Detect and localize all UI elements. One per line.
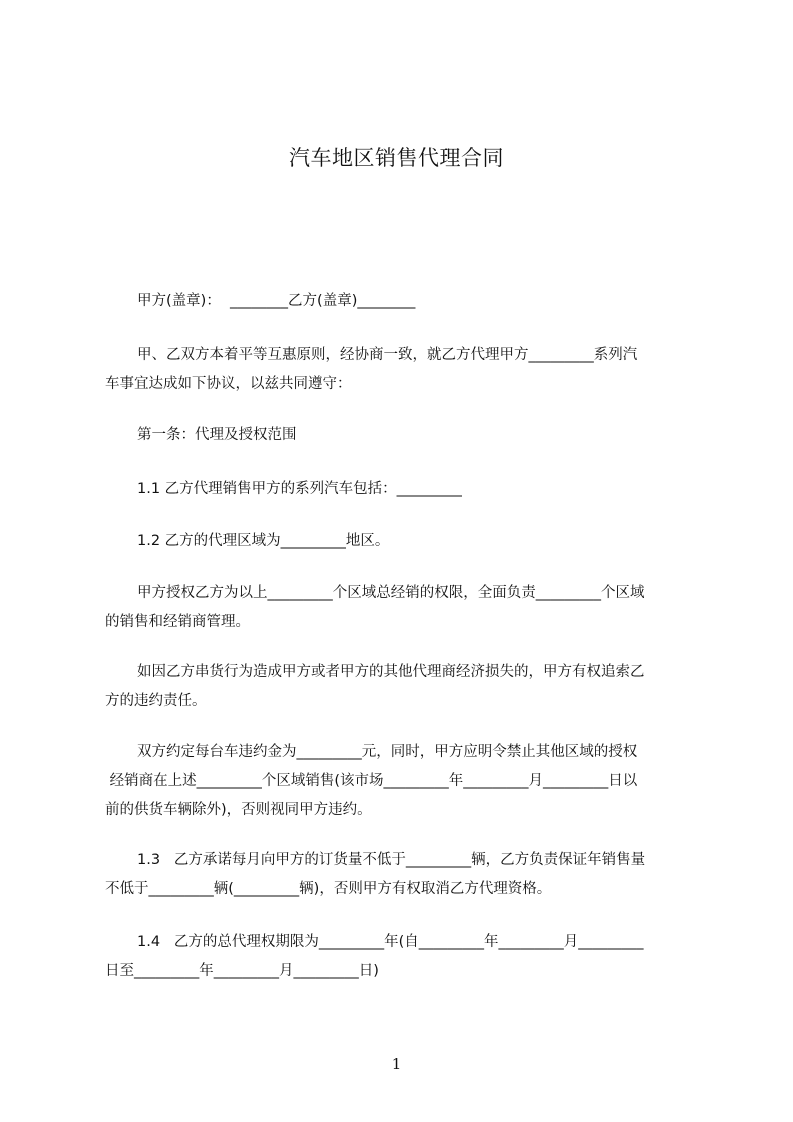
liability-line-1: 如因乙方串货行为造成甲方或者甲方的其他代理商经济损失的，甲方有权追索乙 [137, 664, 645, 680]
document-title: 汽车地区销售代理合同 [289, 146, 504, 170]
clause-1-2: 1.2 乙方的代理区域为_________地区。 [137, 533, 390, 549]
penalty-line-2: 经销商在上述_________个区域销售(该市场_________年_________月_________日以 [105, 773, 638, 789]
penalty-line-3: 前的供货车辆除外)，否则视同甲方违约。 [105, 802, 372, 818]
preamble-line-2: 车事宜达成如下协议，以兹共同遵守： [105, 376, 352, 392]
article-1-heading: 第一条：代理及授权范围 [137, 427, 297, 443]
clause-1-1: 1.1 乙方代理销售甲方的系列汽车包括：_________ [137, 481, 462, 497]
clause-1-3-line-1: 1.3 乙方承诺每月向甲方的订货量不低于_________辆，乙方负责保证年销售量 [137, 852, 646, 868]
penalty-line-1: 双方约定每台车违约金为_________元，同时，甲方应明令禁止其他区域的授权 [137, 744, 638, 760]
page-number: 1 [391, 1055, 402, 1073]
liability-line-2: 方的违约责任。 [105, 693, 207, 709]
authorization-line-1: 甲方授权乙方为以上_________个区域总经销的权限，全面负责_________个区域 [137, 585, 645, 601]
party-signature-line: 甲方(盖章)： ________乙方(盖章)________ [137, 293, 416, 309]
clause-1-4-line-2: 日至_________年_________月_________日) [105, 963, 379, 979]
preamble-line-1: 甲、乙双方本着平等互惠原则，经协商一致，就乙方代理甲方_________系列汽 [137, 347, 638, 363]
authorization-line-2: 的销售和经销商管理。 [105, 614, 250, 630]
clause-1-3-line-2: 不低于_________辆(_________辆)，否则甲方有权取消乙方代理资格。 [105, 881, 552, 897]
clause-1-4-line-1: 1.4 乙方的总代理权期限为_________年(自_________年_________月_________ [137, 934, 644, 950]
